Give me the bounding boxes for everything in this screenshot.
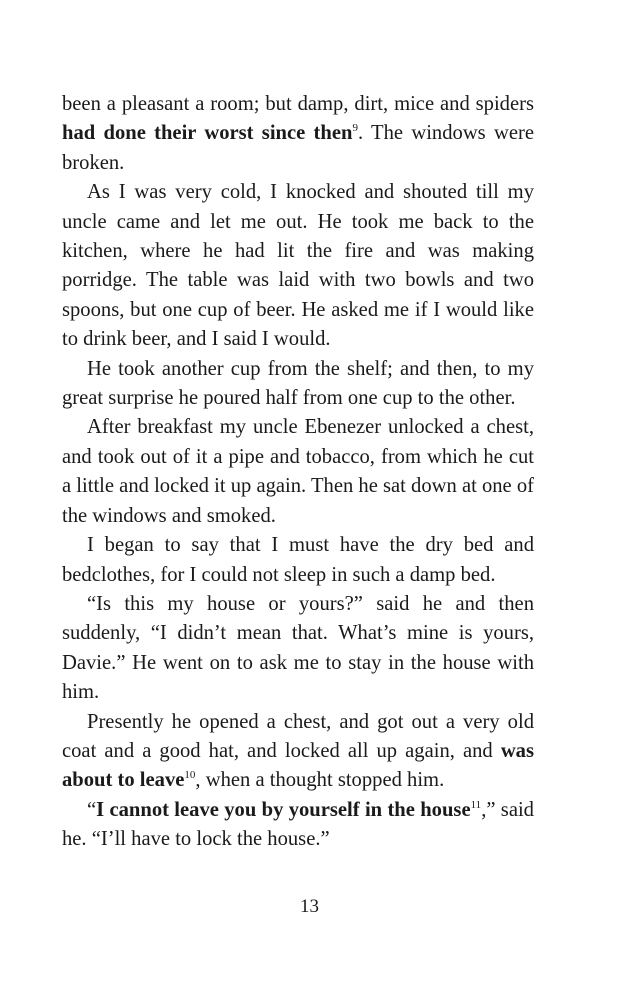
paragraph [62,178,534,354]
bold-phrase: was about to leave [62,739,534,792]
text-segment: ,” said he. “I’ll have to lock the house.” [62,798,534,851]
text-segment: . The windows were broken. [62,122,534,174]
text-segment: “Is this my house or yours?” said he and then suddenly, “I didn’t mean that. What’s mine is yours, Davie.” He went on to ask me to stay in the house with him. [62,592,534,704]
text-segment: Presently he opened a chest, and got out a very old coat and a good hat, and locked all up again, and [62,710,534,762]
text-segment: He took another cup from the shelf; and then, to my great surprise he poured half from one cup to the other. [62,357,534,410]
paragraph [62,413,534,531]
paragraph [62,796,534,855]
footnote-marker: 9 [352,122,358,135]
page-body [62,90,534,855]
text-segment: been a pleasant a room; but damp, dirt, mice and spiders [62,93,534,115]
paragraph [62,708,534,796]
paragraph [62,531,534,590]
text-segment: “ [87,798,97,821]
paragraph [62,590,534,708]
bold-phrase: I cannot leave you by yourself in the house [96,798,471,821]
text-segment: As I was very cold, I knocked and shouted till my uncle came and let me out. He took me back to the kitchen, where he had lit the fire and was making porridge. The table was laid with two bowls and two spoons, but one cup of beer. He asked me if I would like to drink beer, and I said I would. [62,181,534,351]
footnote-marker: 11 [470,798,482,811]
text-segment: I began to say that I must have the dry bed and bedclothes, for I could not sleep in such a damp bed. [62,534,534,586]
text-segment: , when a thought stopped him. [195,769,445,792]
text-segment: After breakfast my uncle Ebenezer unlocked a chest, and took out of it a pipe and tobacco, from which he cut a little and locked it up again. Then he sat down at one of the windows and smoked. [62,416,534,527]
paragraph [62,355,534,414]
paragraph [62,90,534,178]
bold-phrase: had done their worst since then [62,122,353,145]
page-number: 13 [300,896,319,917]
footnote-marker: 10 [184,769,196,782]
